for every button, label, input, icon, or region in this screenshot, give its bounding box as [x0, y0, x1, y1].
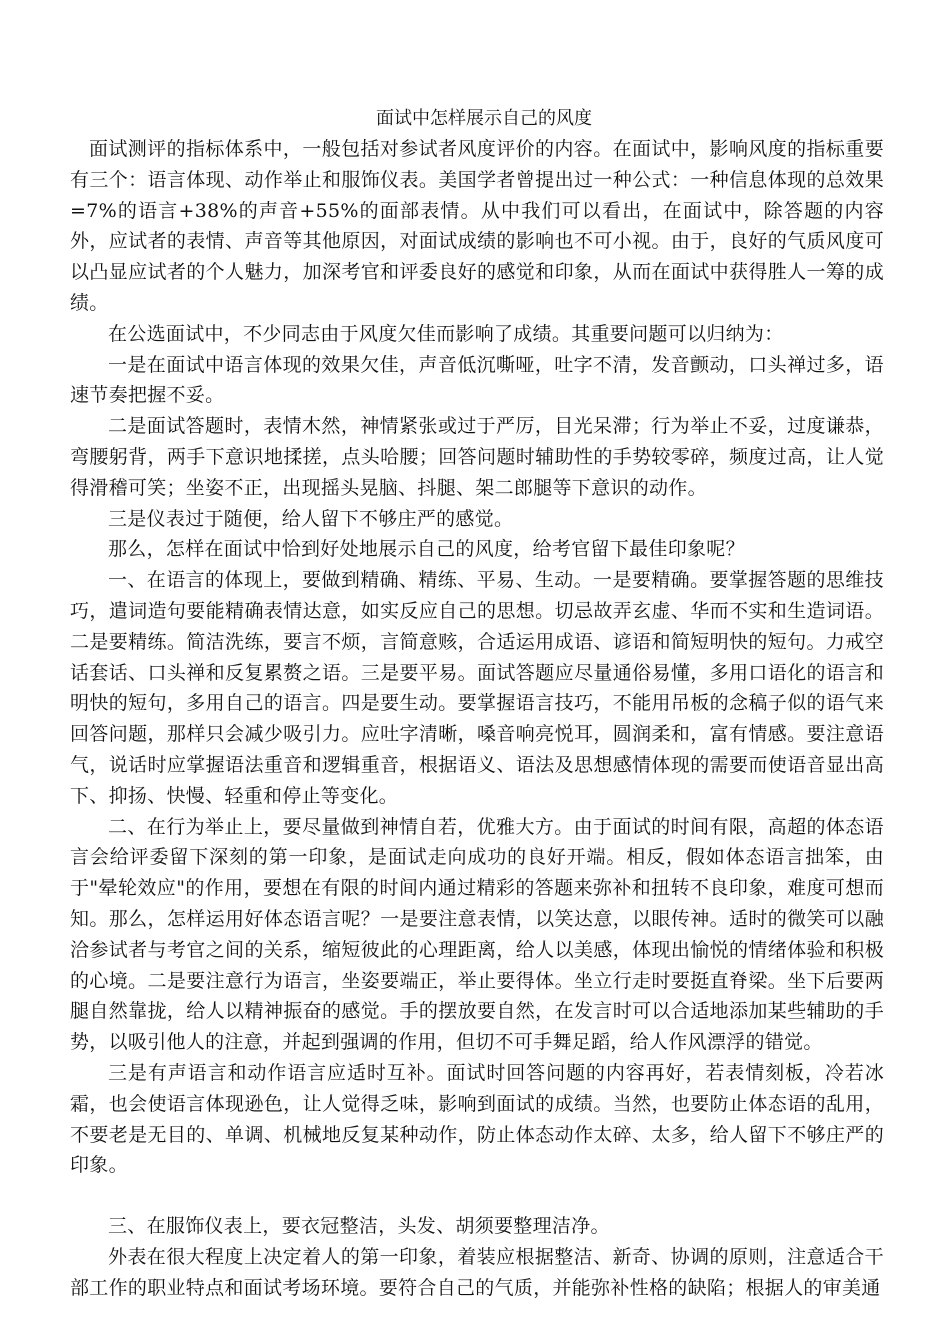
paragraph-language: 一、在语言的体现上，要做到精确、精练、平易、生动。一是要精确。要掌握答题的思维技巧，遣词造句要能精确表情达意，如实反应自己的思想。切忌故弄玄虚、华而不实和生造词语。二是要精练。简洁洗练，要言不烦，言简意赅，合适运用成语、谚语和简短明快的短句。力戒空话套话、口头禅和反复累赘之语。三是要平易。面试答题应尽量通俗易懂，多用口语化的语言和明快的短句，多用自己的语言。四是要生动。要掌握语言技巧，不能用吊板的念稿子似的语气来回答问题，那样只会减少吸引力。应吐字清晰，嗓音响亮悦耳，圆润柔和，富有情感。要注意语气，说话时应掌握语法重音和逻辑重音，根据语义、语法及思想感情体现的需要而使语音显出高下、抑扬、快慢、轻重和停止等变化。 [70, 569, 884, 807]
paragraph-complement: 三是有声语言和动作语言应适时互补。面试时回答问题的内容再好，若表情刻板，冷若冰霜，也会使语言体现逊色，让人觉得乏味，影响到面试的成绩。当然，也要防止体态语的乱用，不要老是无目的、单调、机械地反复某种动作，防止体态动作太碎、太多，给人留下不够庄严的印象。 [70, 1061, 884, 1177]
paragraph-question: 那么，怎样在面试中恰到好处地展示自己的风度，给考官留下最佳印象呢？ [108, 538, 745, 561]
paragraph-problem-appearance: 三是仪表过于随便，给人留下不够庄严的感觉。 [108, 507, 514, 530]
paragraph-problems-intro: 在公选面试中，不少同志由于风度欠佳而影响了成绩。其重要问题可以归纳为： [108, 322, 784, 345]
paragraph-behavior: 二、在行为举止上，要尽量做到神情自若，优雅大方。由于面试的时间有限，高超的体态语言会给评委留下深刻的第一印象，是面试走向成功的良好开端。相反，假如体态语言拙笨，由于"晕轮效应"的作用，要想在有限的时间内通过精彩的答题来弥补和扭转不良印象，难度可想而知。那么，怎样运用好体态语言呢？一是要注意表情，以笑达意，以眼传神。适时的微笑可以融洽参试者与考官之间的关系，缩短彼此的心理距离，给人以美感，体现出愉悦的情绪体验和积极的心境。二是要注意行为语言，坐姿要端正，举止要得体。坐立行走时要挺直脊梁。坐下后要两腿自然靠拢，给人以精神振奋的感觉。手的摆放要自然，在发言时可以合适地添加某些辅助的手势，以吸引他人的注意，并起到强调的作用，但切不可手舞足蹈，给人作风漂浮的错觉。 [70, 815, 884, 1054]
paragraph-problem-speech: 一是在面试中语言体现的效果欠佳，声音低沉嘶哑，吐字不清，发音颤动，口头禅过多，语速节奏把握不妥。 [70, 353, 884, 407]
paragraph-gap [70, 1181, 884, 1211]
paragraph-intro: 面试测评的指标体系中，一般包括对参试者风度评价的内容。在面试中，影响风度的指标重要有三个：语言体现、动作举止和服饰仪表。美国学者曾提出过一种公式：一种信息体现的总效果=7%的语言+38%的声音+55%的面部表情。从中我们可以看出，在面试中，除答题的内容外，应试者的表情、声音等其他原因，对面试成绩的影响也不可小视。由于，良好的气质风度可以凸显应试者的个人魅力，加深考官和评委良好的感觉和印象，从而在面试中获得胜人一筹的成绩。 [70, 138, 884, 314]
paragraph-attire: 外表在很大程度上决定着人的第一印象，着装应根据整洁、新奇、协调的原则，注意适合干部工作的职业特点和面试考场环境。要符合自己的气质，并能弥补性格的缺陷；根据人的审美通 [70, 1245, 884, 1299]
document-title: 面试中怎样展示自己的风度 [376, 108, 592, 129]
document-page [70, 104, 884, 1303]
paragraph-problem-demeanor: 二是面试答题时，表情木然，神情紧张或过于严厉，目光呆滞；行为举止不妥，过度谦恭，弯腰躬背，两手下意识地揉搓，点头哈腰；回答问题时辅助性的手势较零碎，频度过高，让人觉得滑稽可笑；坐姿不正，出现摇头晃脑、抖腿、架二郎腿等下意识的动作。 [70, 415, 884, 499]
paragraph-attire-heading: 三、在服饰仪表上，要衣冠整洁，头发、胡须要整理洁净。 [108, 1215, 610, 1238]
